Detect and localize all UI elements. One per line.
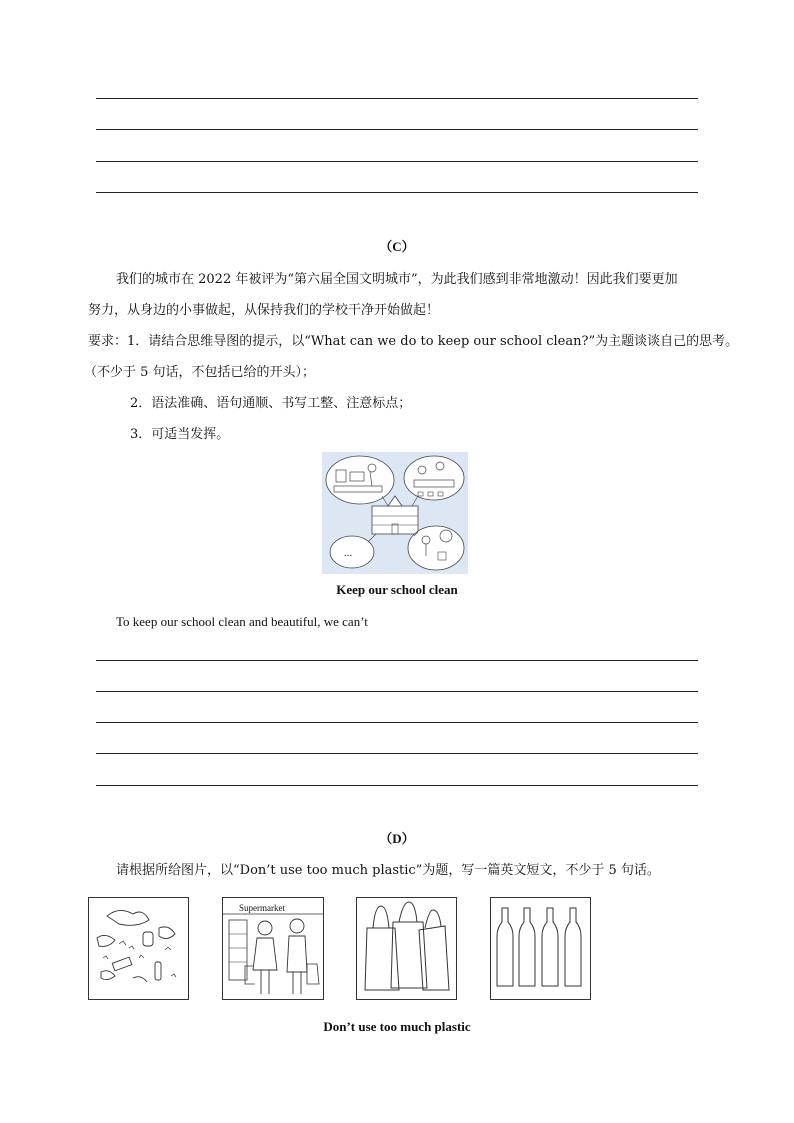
supermarket-sign: Supermarket xyxy=(239,903,285,913)
section-c-heading: （C） xyxy=(379,239,415,254)
section-d-instruction: 请根据所给图片，以“Don’t use too much plastic”为题，写一篇英文短文，不少于 5 句话。 xyxy=(116,863,660,878)
plastic-bags-picture xyxy=(356,897,457,1000)
answer-line xyxy=(96,691,698,692)
answer-line xyxy=(96,192,698,193)
plastic-bottles-picture xyxy=(490,897,591,1000)
answer-line xyxy=(96,722,698,723)
section-c-paragraph-line2: 努力，从身边的小事做起，从保持我们的学校干净开始做起！ xyxy=(88,303,440,318)
answer-line xyxy=(96,753,698,754)
section-d-heading: （D） xyxy=(379,831,415,846)
mind-map-drawing xyxy=(322,452,468,574)
mind-map-image xyxy=(322,452,468,574)
answer-line xyxy=(96,785,698,786)
answer-line xyxy=(96,98,698,99)
answer-line xyxy=(96,660,698,661)
section-c-requirement-2: 2．语法准确、语句通顺、书写工整、注意标点； xyxy=(130,396,412,411)
mind-map-caption: Keep our school clean xyxy=(336,582,458,597)
answer-line xyxy=(96,161,698,162)
mind-map-ellipsis: ... xyxy=(344,547,353,559)
section-c-requirement-1: 要求：1．请结合思维导图的提示，以“What can we do to keep our school clean?”为主题谈谈自己的思考。 xyxy=(88,334,739,349)
answer-line xyxy=(96,129,698,130)
section-d-caption: Don’t use too much plastic xyxy=(323,1019,471,1034)
litter-picture xyxy=(88,897,189,1000)
section-c-starter: To keep our school clean and beautiful, we can’t xyxy=(116,614,368,629)
supermarket-picture xyxy=(222,897,324,1000)
section-c-requirement-1-cont: （不少于 5 句话，不包括已给的开头）； xyxy=(84,365,316,380)
section-c-paragraph-line1: 我们的城市在 2022 年被评为“第六届全国文明城市”，为此我们感到非常地激动！因此我们要更加 xyxy=(116,272,678,287)
section-c-requirement-3: 3．可适当发挥。 xyxy=(130,427,230,442)
